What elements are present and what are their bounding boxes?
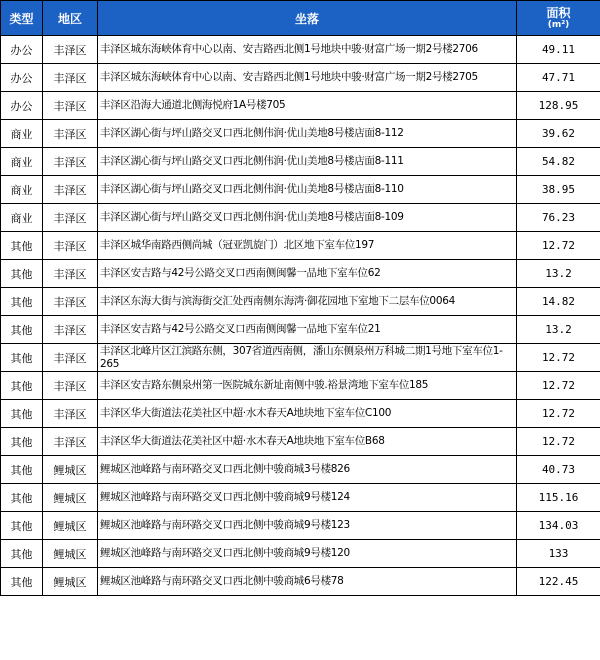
table-row xyxy=(1,232,600,260)
cell-size: 128.95 xyxy=(517,92,600,120)
cell-type: 其他 xyxy=(1,428,43,456)
cell-area: 丰泽区 xyxy=(43,92,98,120)
table-row xyxy=(1,344,600,372)
cell-location: 鲤城区池峰路与南环路交叉口西北侧中骏商城3号楼826 xyxy=(98,456,517,484)
cell-type: 其他 xyxy=(1,344,43,372)
cell-area: 丰泽区 xyxy=(43,260,98,288)
cell-location: 丰泽区湖心街与坪山路交叉口西北侧伟润·优山美地8号楼店面8-111 xyxy=(98,148,517,176)
header-size-label: 面积 xyxy=(546,6,571,20)
cell-size: 12.72 xyxy=(517,428,600,456)
cell-area: 鲤城区 xyxy=(43,456,98,484)
cell-location: 丰泽区城东海峡体育中心以南、安吉路西北侧1号地块中骏·财富广场一期2号楼2705 xyxy=(98,64,517,92)
table-row xyxy=(1,540,600,568)
table-row xyxy=(1,484,600,512)
header-area: 地区 xyxy=(43,1,98,36)
cell-type: 其他 xyxy=(1,484,43,512)
cell-type: 其他 xyxy=(1,316,43,344)
table-row xyxy=(1,120,600,148)
table-row xyxy=(1,316,600,344)
cell-area: 丰泽区 xyxy=(43,176,98,204)
cell-location: 丰泽区安吉路与42号公路交叉口西南侧闽馨一品地下室车位62 xyxy=(98,260,517,288)
cell-location: 鲤城区池峰路与南环路交叉口西北侧中骏商城9号楼123 xyxy=(98,512,517,540)
table-row xyxy=(1,428,600,456)
table-row xyxy=(1,400,600,428)
cell-size: 49.11 xyxy=(517,36,600,64)
cell-size: 40.73 xyxy=(517,456,600,484)
header-location: 坐落 xyxy=(98,1,517,36)
cell-type: 商业 xyxy=(1,176,43,204)
cell-type: 办公 xyxy=(1,92,43,120)
table-row xyxy=(1,512,600,540)
cell-type: 其他 xyxy=(1,456,43,484)
cell-area: 丰泽区 xyxy=(43,120,98,148)
cell-location: 丰泽区湖心街与坪山路交叉口西北侧伟润·优山美地8号楼店面8-109 xyxy=(98,204,517,232)
cell-type: 其他 xyxy=(1,540,43,568)
table-row xyxy=(1,456,600,484)
cell-location: 鲤城区池峰路与南环路交叉口西北侧中骏商城6号楼78 xyxy=(98,568,517,596)
cell-location: 丰泽区湖心街与坪山路交叉口西北侧伟润·优山美地8号楼店面8-110 xyxy=(98,176,517,204)
cell-size: 38.95 xyxy=(517,176,600,204)
cell-type: 办公 xyxy=(1,36,43,64)
cell-size: 76.23 xyxy=(517,204,600,232)
cell-size: 13.2 xyxy=(517,316,600,344)
cell-location: 丰泽区东海大街与滨海街交汇处西南侧东海湾·御花园地下室地下二层车位0064 xyxy=(98,288,517,316)
header-type: 类型 xyxy=(1,1,43,36)
table-row xyxy=(1,372,600,400)
cell-area: 丰泽区 xyxy=(43,64,98,92)
cell-type: 其他 xyxy=(1,400,43,428)
cell-location: 丰泽区城华南路西侧尚城（冠亚凯旋门）北区地下室车位197 xyxy=(98,232,517,260)
cell-size: 54.82 xyxy=(517,148,600,176)
table-row xyxy=(1,148,600,176)
cell-size: 14.82 xyxy=(517,288,600,316)
cell-area: 鲤城区 xyxy=(43,484,98,512)
cell-size: 13.2 xyxy=(517,260,600,288)
table-row xyxy=(1,92,600,120)
cell-area: 鲤城区 xyxy=(43,540,98,568)
cell-location: 丰泽区湖心街与坪山路交叉口西北侧伟润·优山美地8号楼店面8-112 xyxy=(98,120,517,148)
cell-size: 12.72 xyxy=(517,400,600,428)
cell-area: 丰泽区 xyxy=(43,204,98,232)
cell-area: 丰泽区 xyxy=(43,232,98,260)
cell-type: 其他 xyxy=(1,232,43,260)
cell-area: 鲤城区 xyxy=(43,512,98,540)
cell-area: 丰泽区 xyxy=(43,36,98,64)
cell-area: 丰泽区 xyxy=(43,316,98,344)
cell-location: 丰泽区北峰片区江滨路东侧，307省道西南侧，潘山东侧泉州万科城二期1号地下室车位1-265 xyxy=(98,344,517,372)
cell-size: 122.45 xyxy=(517,568,600,596)
cell-size: 47.71 xyxy=(517,64,600,92)
table-row xyxy=(1,176,600,204)
cell-type: 商业 xyxy=(1,204,43,232)
cell-location: 丰泽区城东海峡体育中心以南、安吉路西北侧1号地块中骏·财富广场一期2号楼2706 xyxy=(98,36,517,64)
table-row xyxy=(1,260,600,288)
cell-location: 丰泽区安吉路与42号公路交叉口西南侧闽馨一品地下室车位21 xyxy=(98,316,517,344)
cell-location: 丰泽区华大街道法花美社区中超·水木春天A地块地下室车位C100 xyxy=(98,400,517,428)
cell-type: 办公 xyxy=(1,64,43,92)
cell-type: 商业 xyxy=(1,120,43,148)
cell-type: 其他 xyxy=(1,260,43,288)
cell-location: 鲤城区池峰路与南环路交叉口西北侧中骏商城9号楼120 xyxy=(98,540,517,568)
table-row xyxy=(1,568,600,596)
cell-area: 丰泽区 xyxy=(43,148,98,176)
cell-area: 丰泽区 xyxy=(43,400,98,428)
cell-size: 39.62 xyxy=(517,120,600,148)
cell-area: 丰泽区 xyxy=(43,428,98,456)
cell-size: 133 xyxy=(517,540,600,568)
cell-size: 12.72 xyxy=(517,372,600,400)
table-row xyxy=(1,64,600,92)
cell-size: 115.16 xyxy=(517,484,600,512)
cell-location: 鲤城区池峰路与南环路交叉口西北侧中骏商城9号楼124 xyxy=(98,484,517,512)
cell-location: 丰泽区安吉路东侧泉州第一医院城东新址南侧中骏.裕景湾地下室车位185 xyxy=(98,372,517,400)
cell-size: 12.72 xyxy=(517,232,600,260)
header-row xyxy=(1,1,600,36)
cell-type: 其他 xyxy=(1,568,43,596)
header-size xyxy=(517,1,600,36)
cell-type: 其他 xyxy=(1,372,43,400)
cell-type: 其他 xyxy=(1,512,43,540)
cell-location: 丰泽区华大街道法花美社区中超·水木春天A地块地下室车位B68 xyxy=(98,428,517,456)
table-row xyxy=(1,36,600,64)
cell-size: 12.72 xyxy=(517,344,600,372)
cell-size: 134.03 xyxy=(517,512,600,540)
table-row xyxy=(1,204,600,232)
cell-area: 丰泽区 xyxy=(43,372,98,400)
header-size-unit: (m²) xyxy=(547,20,570,30)
cell-area: 丰泽区 xyxy=(43,288,98,316)
cell-area: 鲤城区 xyxy=(43,568,98,596)
cell-type: 商业 xyxy=(1,148,43,176)
cell-location: 丰泽区沿海大通道北侧海悦府1A号楼705 xyxy=(98,92,517,120)
table-row xyxy=(1,288,600,316)
cell-area: 丰泽区 xyxy=(43,344,98,372)
cell-type: 其他 xyxy=(1,288,43,316)
